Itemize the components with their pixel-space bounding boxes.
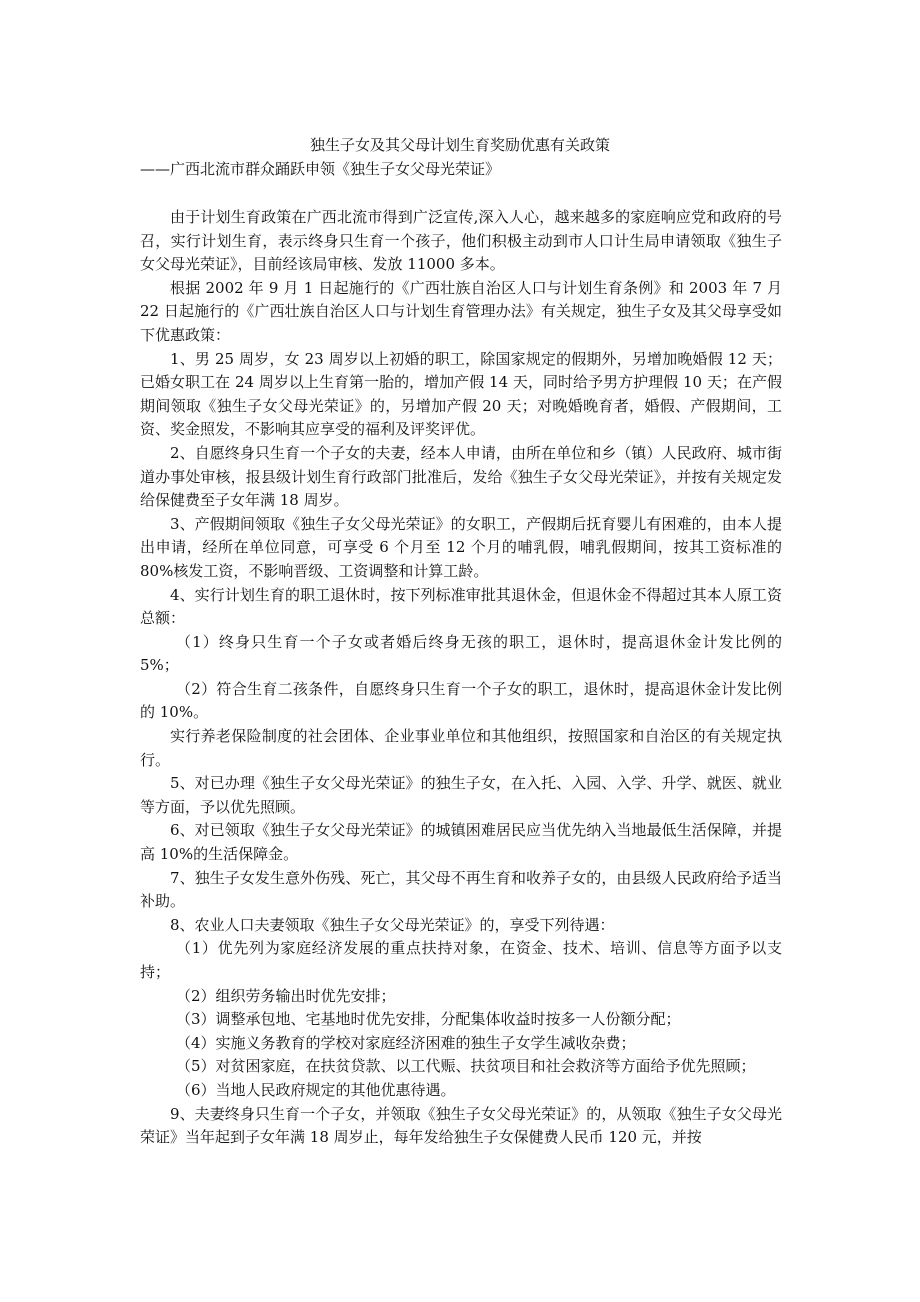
paragraph-policy-8-item-5: （5）对贫困家庭，在扶贫贷款、以工代赈、扶贫项目和社会救济等方面给予优先照顾； — [176, 1057, 756, 1076]
paragraph-policy-8-item-2: （2）组织劳务输出时优先安排； — [176, 986, 396, 1005]
paragraph-policy-4: 4、实行计划生育的职工退休时，按下列标准审批其退休金，但退休金不得超过其本人原工资总额： — [140, 585, 782, 628]
paragraph-policy-1: 1、男 25 周岁，女 23 周岁以上初婚的职工，除国家规定的假期外，另增加晚婚假 12 天；已婚女职工在 24 周岁以上生育第一胎的，增加产假 14 天，同时给予男方护理假 10 天；在产假期间领取《独生子女父母光荣证》的，另增加产假 20 天；对晚婚晚育者，婚假、产假期间，工资、奖金照发，不影响其应享受的福利及评奖评优。 — [140, 349, 782, 439]
paragraph-policy-5: 5、对已办理《独生子女父母光荣证》的独生子女，在入托、入园、入学、升学、就医、就业等方面，予以优先照顾。 — [140, 774, 782, 816]
paragraph-policy-8-item-4: （4）实施义务教育的学校对家庭经济困难的独生子女学生减收杂费； — [176, 1033, 636, 1052]
paragraph-policy-8: 8、农业人口夫妻领取《独生子女父母光荣证》的，享受下列待遇： — [170, 915, 615, 934]
paragraph-policy-4-note: 实行养老保险制度的社会团体、企业事业单位和其他组织，按照国家和自治区的有关规定执行。 — [140, 727, 782, 769]
paragraph-policy-9: 9、夫妻终身只生育一个子女，并领取《独生子女父母光荣证》的，从领取《独生子女父母光荣证》当年起到子女年满 18 周岁止，每年发给独生子女保健费人民币 120 元，并按 — [140, 1104, 782, 1147]
paragraph-policy-8-item-1: （1）优先列为家庭经济发展的重点扶持对象，在资金、技术、培训、信息等方面予以支持； — [140, 939, 782, 981]
paragraph-policy-8-item-6: （6）当地人民政府规定的其他优惠待遇。 — [176, 1080, 456, 1099]
paragraph-policy-6: 6、对已领取《独生子女父母光荣证》的城镇困难居民应当优先纳入当地最低生活保障，并提高 10%的生活保障金。 — [140, 821, 782, 864]
paragraph-policy-2: 2、自愿终身只生育一个子女的夫妻，经本人申请，由所在单位和乡（镇）人民政府、城市街道办事处审核，报县级计划生育行政部门批准后，发给《独生子女父母光荣证》，并按有关规定发给保健费至子女年满 18 周岁。 — [140, 443, 782, 510]
paragraph-policy-4-item-1: （1）终身只生育一个子女或者婚后终身无孩的职工，退休时，提高退休金计发比例的 5%； — [140, 632, 782, 675]
paragraph-policy-8-item-3: （3）调整承包地、宅基地时优先安排，分配集体收益时按多一人份额分配； — [176, 1010, 681, 1029]
document-subtitle: ——广西北流市群众踊跃申领《独生子女父母光荣证》 — [140, 160, 501, 178]
document-title: 独生子女及其父母计划生育奖励优惠有关政策 — [309, 136, 610, 154]
document-body — [140, 206, 782, 1150]
paragraph-intro: 由于计划生育政策在广西北流市得到广泛宣传,深入人心，越来越多的家庭响应党和政府的号召，实行计划生育，表示终身只生育一个孩子，他们积极主动到市人口计生局申请领取《独生子女父母光荣证》，目前经该局审核、发放 11000 多本。 — [140, 208, 782, 274]
paragraph-policy-7: 7、独生子女发生意外伤残、死亡，其父母不再生育和收养子女的，由县级人民政府给予适当补助。 — [140, 868, 782, 911]
paragraph-policy-3: 3、产假期间领取《独生子女父母光荣证》的女职工，产假期后抚育婴儿有困难的，由本人提出申请，经所在单位同意，可享受 6 个月至 12 个月的哺乳假，哺乳假期间，按其工资标准的 80%核发工资，不影响晋级、工资调整和计算工龄。 — [140, 514, 782, 580]
paragraph-policy-4-item-2: （2）符合生育二孩条件，自愿终身只生育一个子女的职工，退休时，提高退休金计发比例的 10%。 — [140, 679, 782, 722]
paragraph-basis: 根据 2002 年 9 月 1 日起施行的《广西壮族自治区人口与计划生育条例》和 2003 年 7 月 22 日起施行的《广西壮族自治区人口与计划生育管理办法》有关规定，独生子女及其父母享受如下优惠政策： — [140, 278, 782, 344]
